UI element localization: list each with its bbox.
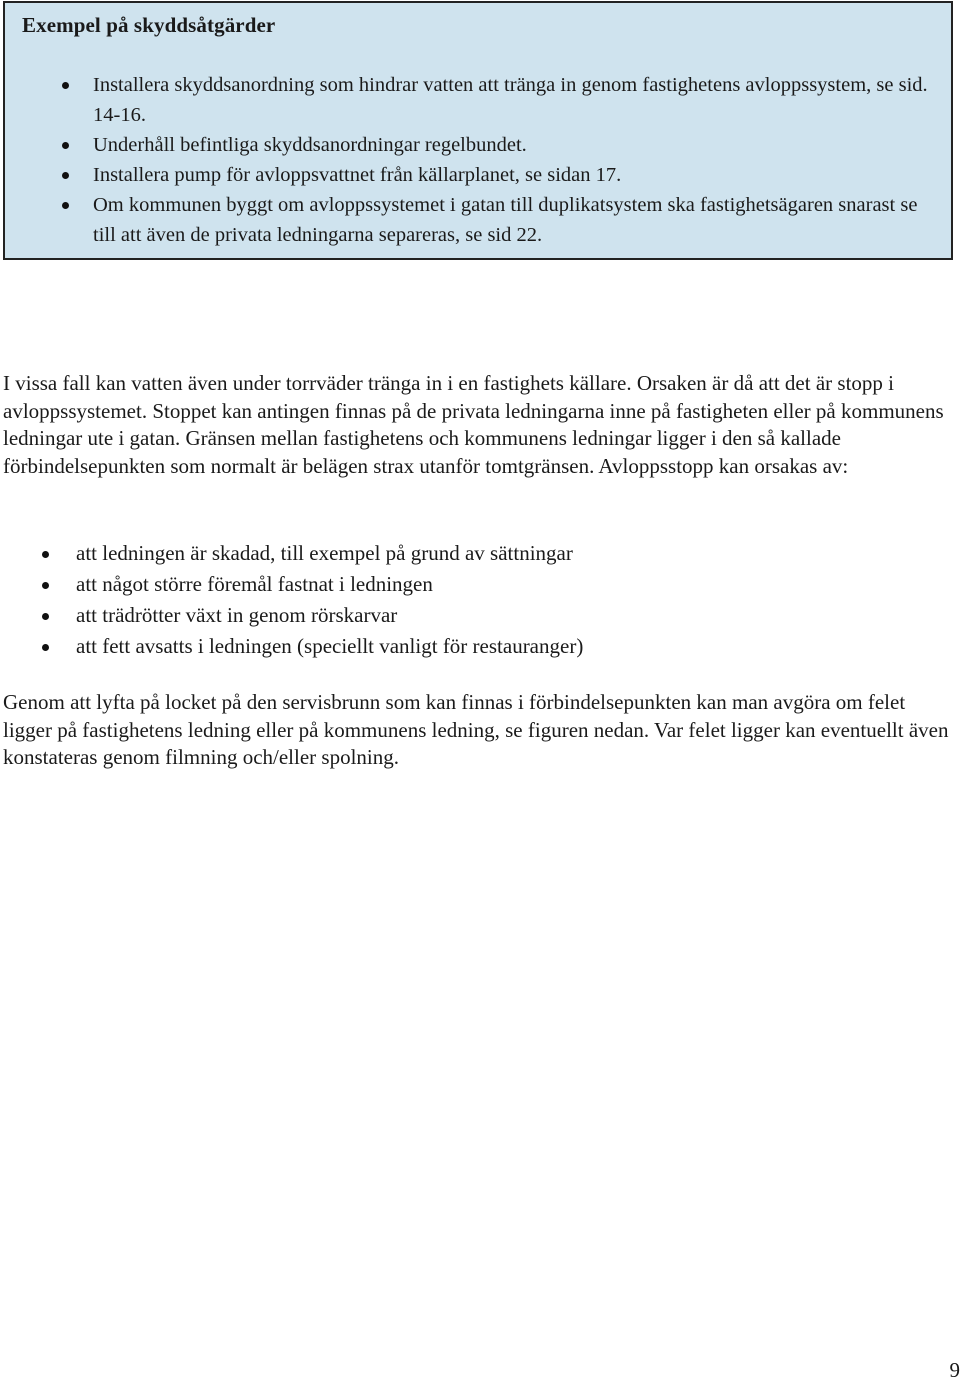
- paragraph-conclusion: Genom att lyfta på locket på den servisbrunn som kan finnas i förbindelsepunkten kan man avgöra om felet ligger på fastighetens ledning eller på kommunens ledning, se figuren nedan. Var felet ligger kan eventuellt även konstateras genom filmning och/eller spolning.: [3, 690, 949, 769]
- list-item: Installera pump för avloppsvattnet från källarplanet, se sidan 17.: [5, 160, 950, 190]
- bullet-icon: [62, 172, 69, 179]
- causes-list: [0, 538, 940, 662]
- bullet-icon: [42, 582, 49, 589]
- list-item: att ledningen är skadad, till exempel på grund av sättningar: [0, 538, 940, 569]
- list-item: Underhåll befintliga skyddsanordningar regelbundet.: [5, 130, 950, 160]
- callout-list: [5, 70, 950, 250]
- callout-title: Exempel på skyddsåtgärder: [22, 13, 276, 37]
- bullet-icon: [62, 82, 69, 89]
- protection-measures-box: [3, 1, 953, 260]
- bullet-icon: [62, 202, 69, 209]
- list-item: Om kommunen byggt om avloppssystemet i gatan till duplikatsystem ska fastighetsägaren snarast se till att även de privata ledningarna separeras, se sid 22.: [5, 190, 950, 250]
- list-item: att fett avsatts i ledningen (speciellt vanligt för restauranger): [0, 631, 940, 662]
- page-number: 9: [949, 1358, 960, 1382]
- bullet-icon: [42, 644, 49, 651]
- list-item: att något större föremål fastnat i ledningen: [0, 569, 940, 600]
- bullet-icon: [62, 142, 69, 149]
- bullet-icon: [42, 551, 49, 558]
- bullet-icon: [42, 613, 49, 620]
- paragraph-intro: I vissa fall kan vatten även under torrväder tränga in i en fastighets källare. Orsaken är då att det är stopp i avloppssystemet. Stoppet kan antingen finnas på de privata ledningarna inne på fastigheten eller på kommunens ledningar ute i gatan. Gränsen mellan fastighetens och kommunens ledningar ligger i den så kallade förbindelsepunkten som normalt är belägen strax utanför tomtgränsen. Avloppsstopp kan orsakas av:: [3, 371, 944, 478]
- list-item: att trädrötter växt in genom rörskarvar: [0, 600, 940, 631]
- list-item: Installera skyddsanordning som hindrar vatten att tränga in genom fastighetens avloppssystem, se sid. 14-16.: [5, 70, 950, 130]
